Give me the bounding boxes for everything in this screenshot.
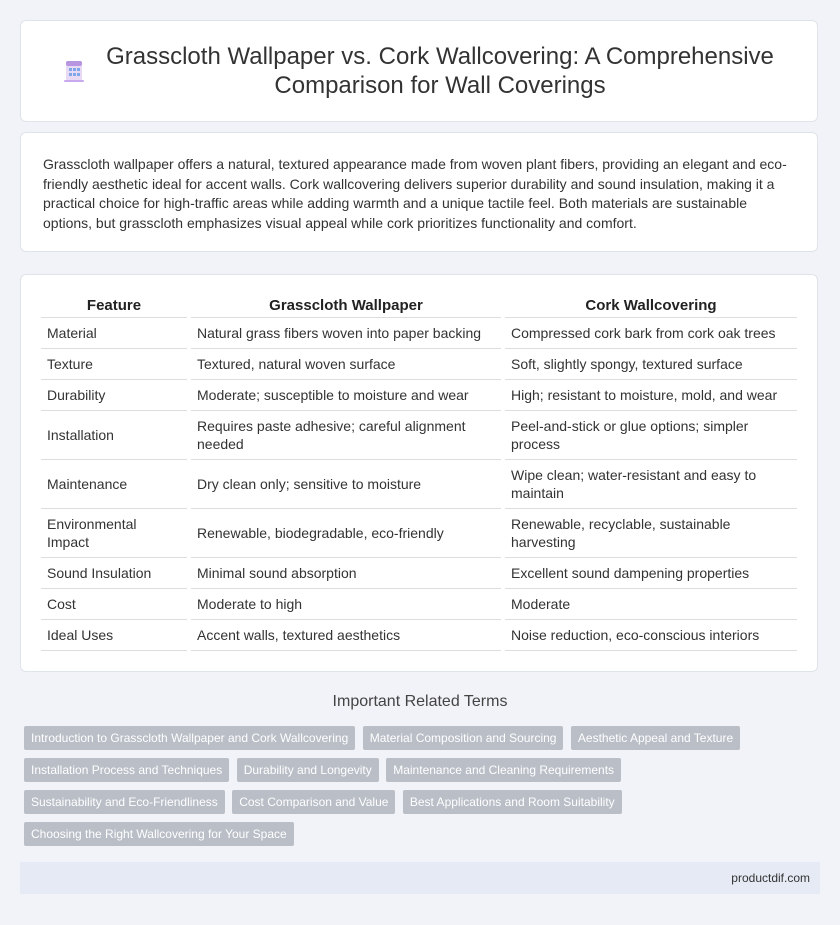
feature-cell: Ideal Uses bbox=[41, 620, 187, 651]
table-row bbox=[41, 349, 797, 380]
intro-card bbox=[20, 132, 818, 252]
site-name[interactable]: productdif.com bbox=[731, 871, 810, 885]
grasscloth-cell: Dry clean only; sensitive to moisture bbox=[191, 460, 501, 509]
grasscloth-cell: Moderate to high bbox=[191, 589, 501, 620]
table-row bbox=[41, 558, 797, 589]
grasscloth-cell: Natural grass fibers woven into paper backing bbox=[191, 318, 501, 349]
grasscloth-cell: Requires paste adhesive; careful alignment needed bbox=[191, 411, 501, 460]
related-term-tag[interactable]: Choosing the Right Wallcovering for Your Space bbox=[24, 822, 294, 846]
title-card bbox=[20, 20, 818, 122]
cork-cell: Moderate bbox=[505, 589, 797, 620]
grasscloth-cell: Minimal sound absorption bbox=[191, 558, 501, 589]
table-row bbox=[41, 380, 797, 411]
related-term-tag[interactable]: Installation Process and Techniques bbox=[24, 758, 229, 782]
cork-cell: Soft, slightly spongy, textured surface bbox=[505, 349, 797, 380]
table-row bbox=[41, 460, 797, 509]
grasscloth-cell: Renewable, biodegradable, eco-friendly bbox=[191, 509, 501, 558]
feature-cell: Environmental Impact bbox=[41, 509, 187, 558]
feature-cell: Durability bbox=[41, 380, 187, 411]
feature-cell: Cost bbox=[41, 589, 187, 620]
related-terms-title: Important Related Terms bbox=[332, 693, 508, 710]
related-term-tag[interactable]: Introduction to Grasscloth Wallpaper and Cork Wallcovering bbox=[24, 726, 355, 750]
comparison-table bbox=[37, 293, 801, 651]
cork-cell: Peel-and-stick or glue options; simpler process bbox=[505, 411, 797, 460]
related-terms-list bbox=[24, 726, 804, 854]
page-title: Grasscloth Wallpaper vs. Cork Wallcovering: A Comprehensive Comparison for Wall Coverings bbox=[106, 43, 774, 99]
feature-cell: Maintenance bbox=[41, 460, 187, 509]
feature-cell: Material bbox=[41, 318, 187, 349]
cork-cell: Renewable, recyclable, sustainable harvesting bbox=[505, 509, 797, 558]
cork-cell: Excellent sound dampening properties bbox=[505, 558, 797, 589]
cork-cell: High; resistant to moisture, mold, and wear bbox=[505, 380, 797, 411]
intro-paragraph: Grasscloth wallpaper offers a natural, textured appearance made from woven plant fibers, providing an elegant and eco-friendly aesthetic ideal for accent walls. Cork wallcovering delivers superior durability and sound insulation, making it a practical choice for high-traffic areas while adding warmth and a unique tactile feel. Both materials are sustainable options, but grasscloth emphasizes visual appeal while cork prioritizes functionality and comfort. bbox=[43, 156, 787, 231]
grasscloth-cell: Textured, natural woven surface bbox=[191, 349, 501, 380]
related-term-tag[interactable]: Cost Comparison and Value bbox=[232, 790, 395, 814]
feature-cell: Texture bbox=[41, 349, 187, 380]
related-term-tag[interactable]: Aesthetic Appeal and Texture bbox=[571, 726, 740, 750]
table-row bbox=[41, 411, 797, 460]
grasscloth-cell: Moderate; susceptible to moisture and wear bbox=[191, 380, 501, 411]
grasscloth-cell: Accent walls, textured aesthetics bbox=[191, 620, 501, 651]
table-row bbox=[41, 589, 797, 620]
building-icon bbox=[61, 58, 87, 84]
feature-cell: Installation bbox=[41, 411, 187, 460]
related-term-tag[interactable]: Maintenance and Cleaning Requirements bbox=[386, 758, 621, 782]
related-term-tag[interactable]: Durability and Longevity bbox=[237, 758, 379, 782]
related-term-tag[interactable]: Material Composition and Sourcing bbox=[363, 726, 564, 750]
table-row bbox=[41, 509, 797, 558]
table-row bbox=[41, 318, 797, 349]
header-grasscloth: Grasscloth Wallpaper bbox=[191, 293, 501, 318]
footer bbox=[20, 862, 820, 894]
header-cork: Cork Wallcovering bbox=[505, 293, 797, 318]
comparison-card bbox=[20, 274, 818, 672]
table-header-row bbox=[41, 293, 797, 318]
feature-cell: Sound Insulation bbox=[41, 558, 187, 589]
cork-cell: Noise reduction, eco-conscious interiors bbox=[505, 620, 797, 651]
cork-cell: Wipe clean; water-resistant and easy to maintain bbox=[505, 460, 797, 509]
header-feature: Feature bbox=[41, 293, 187, 318]
table-row bbox=[41, 620, 797, 651]
related-term-tag[interactable]: Sustainability and Eco-Friendliness bbox=[24, 790, 225, 814]
title-wrap bbox=[21, 42, 817, 100]
cork-cell: Compressed cork bark from cork oak trees bbox=[505, 318, 797, 349]
related-term-tag[interactable]: Best Applications and Room Suitability bbox=[403, 790, 622, 814]
